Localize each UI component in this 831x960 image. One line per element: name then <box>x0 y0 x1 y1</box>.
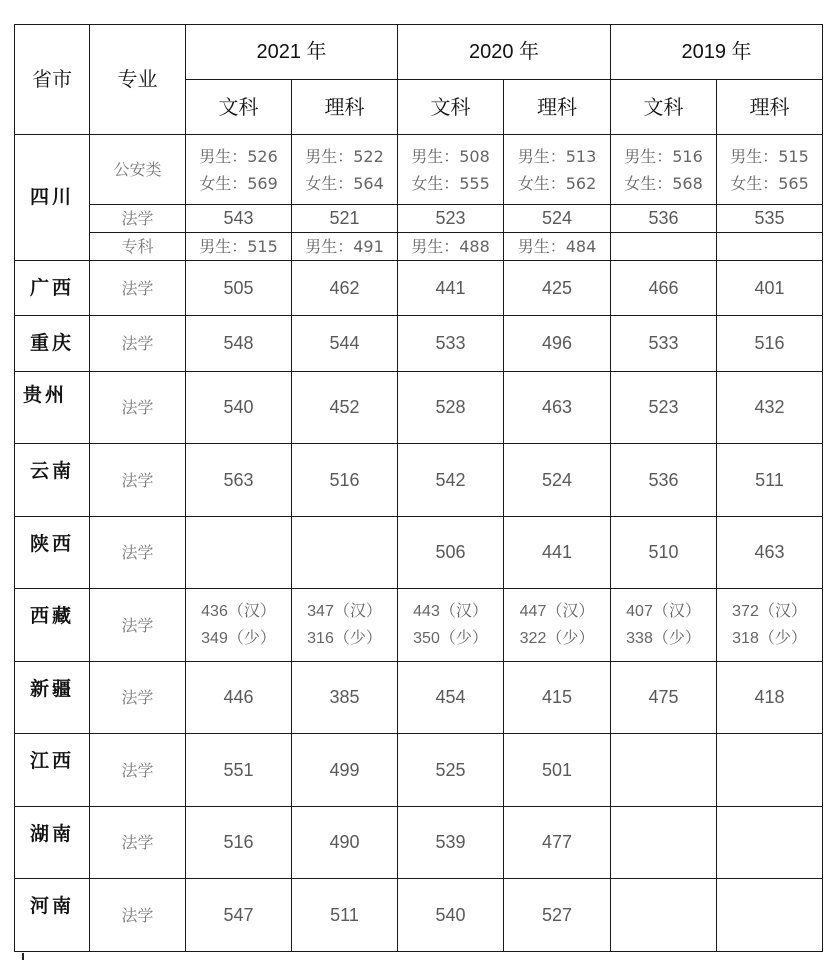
score-cell: 536 <box>611 205 717 233</box>
score-cell: 415 <box>504 662 611 734</box>
score-cell: 523 <box>611 372 717 444</box>
score-cell: 501 <box>504 734 611 807</box>
score-cell <box>611 807 717 879</box>
score-cell <box>611 734 717 807</box>
province-cell: 河南 <box>15 879 90 952</box>
province-cell: 贵州 <box>15 372 90 444</box>
score-cell: 516 <box>292 444 398 517</box>
score-cell: 385 <box>292 662 398 734</box>
score-cell <box>292 517 398 589</box>
province-cell: 云南 <box>15 444 90 517</box>
score-cell <box>717 807 823 879</box>
text-cursor <box>22 953 24 960</box>
score-cell: 454 <box>398 662 504 734</box>
score-cell: 523 <box>398 205 504 233</box>
score-cell: 347（汉） 316（少） <box>292 589 398 662</box>
major-cell: 公安类 <box>90 135 186 205</box>
major-cell: 法学 <box>90 372 186 444</box>
score-cell: 505 <box>186 261 292 316</box>
header-major: 专业 <box>90 25 186 135</box>
score-cell: 524 <box>504 205 611 233</box>
score-cell: 男生：488 <box>398 233 504 261</box>
score-cell: 男生：515 女生：565 <box>717 135 823 205</box>
major-cell: 法学 <box>90 316 186 372</box>
score-cell: 544 <box>292 316 398 372</box>
score-cell <box>611 879 717 952</box>
score-cell: 548 <box>186 316 292 372</box>
score-cell: 511 <box>717 444 823 517</box>
table-row-xinjiang <box>15 662 823 734</box>
score-cell <box>717 233 823 261</box>
score-cell: 男生：516 女生：568 <box>611 135 717 205</box>
score-cell: 407（汉） 338（少） <box>611 589 717 662</box>
major-cell: 法学 <box>90 879 186 952</box>
score-cell: 447（汉） 322（少） <box>504 589 611 662</box>
major-cell: 法学 <box>90 734 186 807</box>
major-cell: 法学 <box>90 589 186 662</box>
score-cell: 446 <box>186 662 292 734</box>
province-cell: 新疆 <box>15 662 90 734</box>
major-cell: 法学 <box>90 662 186 734</box>
score-cell: 441 <box>398 261 504 316</box>
table-row-hunan <box>15 807 823 879</box>
score-cell: 533 <box>611 316 717 372</box>
major-cell: 法学 <box>90 205 186 233</box>
province-cell: 广西 <box>15 261 90 316</box>
score-cell: 441 <box>504 517 611 589</box>
score-cell <box>717 879 823 952</box>
header-subject: 理科 <box>292 80 398 135</box>
province-cell: 西藏 <box>15 589 90 662</box>
score-cell: 466 <box>611 261 717 316</box>
score-cell: 524 <box>504 444 611 517</box>
score-cell: 443（汉） 350（少） <box>398 589 504 662</box>
score-cell: 551 <box>186 734 292 807</box>
score-cell: 563 <box>186 444 292 517</box>
score-cell <box>186 517 292 589</box>
table-row-sichuan-law <box>15 205 823 233</box>
score-cell <box>717 734 823 807</box>
table-row-shaanxi <box>15 517 823 589</box>
table-row-henan <box>15 879 823 952</box>
score-cell: 528 <box>398 372 504 444</box>
admission-scores-table <box>14 24 823 952</box>
score-cell: 499 <box>292 734 398 807</box>
score-cell: 男生：526 女生：569 <box>186 135 292 205</box>
major-cell: 法学 <box>90 807 186 879</box>
score-cell: 539 <box>398 807 504 879</box>
table-row-sichuan-junior <box>15 233 823 261</box>
major-cell: 法学 <box>90 261 186 316</box>
score-cell: 462 <box>292 261 398 316</box>
score-cell: 533 <box>398 316 504 372</box>
header-year-2020: 2020 年 <box>398 25 611 80</box>
table-row-sichuan-police <box>15 135 823 205</box>
major-cell: 法学 <box>90 517 186 589</box>
score-cell: 496 <box>504 316 611 372</box>
score-cell: 521 <box>292 205 398 233</box>
province-cell: 四川 <box>15 135 90 261</box>
score-cell: 401 <box>717 261 823 316</box>
score-cell: 536 <box>611 444 717 517</box>
score-cell: 540 <box>398 879 504 952</box>
score-cell: 男生：491 <box>292 233 398 261</box>
score-cell: 372（汉） 318（少） <box>717 589 823 662</box>
header-province: 省市 <box>15 25 90 135</box>
score-cell: 432 <box>717 372 823 444</box>
score-cell: 418 <box>717 662 823 734</box>
score-cell: 525 <box>398 734 504 807</box>
province-cell: 江西 <box>15 734 90 807</box>
score-cell <box>611 233 717 261</box>
score-cell: 男生：515 <box>186 233 292 261</box>
table-row-guangxi <box>15 261 823 316</box>
header-year-2019: 2019 年 <box>611 25 823 80</box>
major-cell: 法学 <box>90 444 186 517</box>
score-cell: 475 <box>611 662 717 734</box>
score-cell: 535 <box>717 205 823 233</box>
score-cell: 男生：508 女生：555 <box>398 135 504 205</box>
header-subject: 文科 <box>611 80 717 135</box>
province-cell: 陕西 <box>15 517 90 589</box>
score-cell: 516 <box>717 316 823 372</box>
score-cell: 436（汉） 349（少） <box>186 589 292 662</box>
table-row-chongqing <box>15 316 823 372</box>
score-cell: 510 <box>611 517 717 589</box>
major-cell: 专科 <box>90 233 186 261</box>
score-cell: 男生：513 女生：562 <box>504 135 611 205</box>
score-cell: 516 <box>186 807 292 879</box>
table-row-guizhou <box>15 372 823 444</box>
header-subject: 文科 <box>398 80 504 135</box>
score-cell: 506 <box>398 517 504 589</box>
header-subject: 理科 <box>504 80 611 135</box>
header-row-years <box>15 25 823 80</box>
score-cell: 425 <box>504 261 611 316</box>
table-row-jiangxi <box>15 734 823 807</box>
score-cell: 543 <box>186 205 292 233</box>
score-cell: 男生：484 <box>504 233 611 261</box>
score-cell: 452 <box>292 372 398 444</box>
header-subject: 文科 <box>186 80 292 135</box>
score-cell: 527 <box>504 879 611 952</box>
table-row-tibet <box>15 589 823 662</box>
header-subject: 理科 <box>717 80 823 135</box>
score-cell: 540 <box>186 372 292 444</box>
score-cell: 511 <box>292 879 398 952</box>
score-cell: 男生：522 女生：564 <box>292 135 398 205</box>
province-cell: 湖南 <box>15 807 90 879</box>
score-cell: 490 <box>292 807 398 879</box>
score-cell: 463 <box>717 517 823 589</box>
province-cell: 重庆 <box>15 316 90 372</box>
table-row-yunnan <box>15 444 823 517</box>
score-cell: 547 <box>186 879 292 952</box>
score-cell: 477 <box>504 807 611 879</box>
score-cell: 542 <box>398 444 504 517</box>
header-year-2021: 2021 年 <box>186 25 398 80</box>
score-cell: 463 <box>504 372 611 444</box>
